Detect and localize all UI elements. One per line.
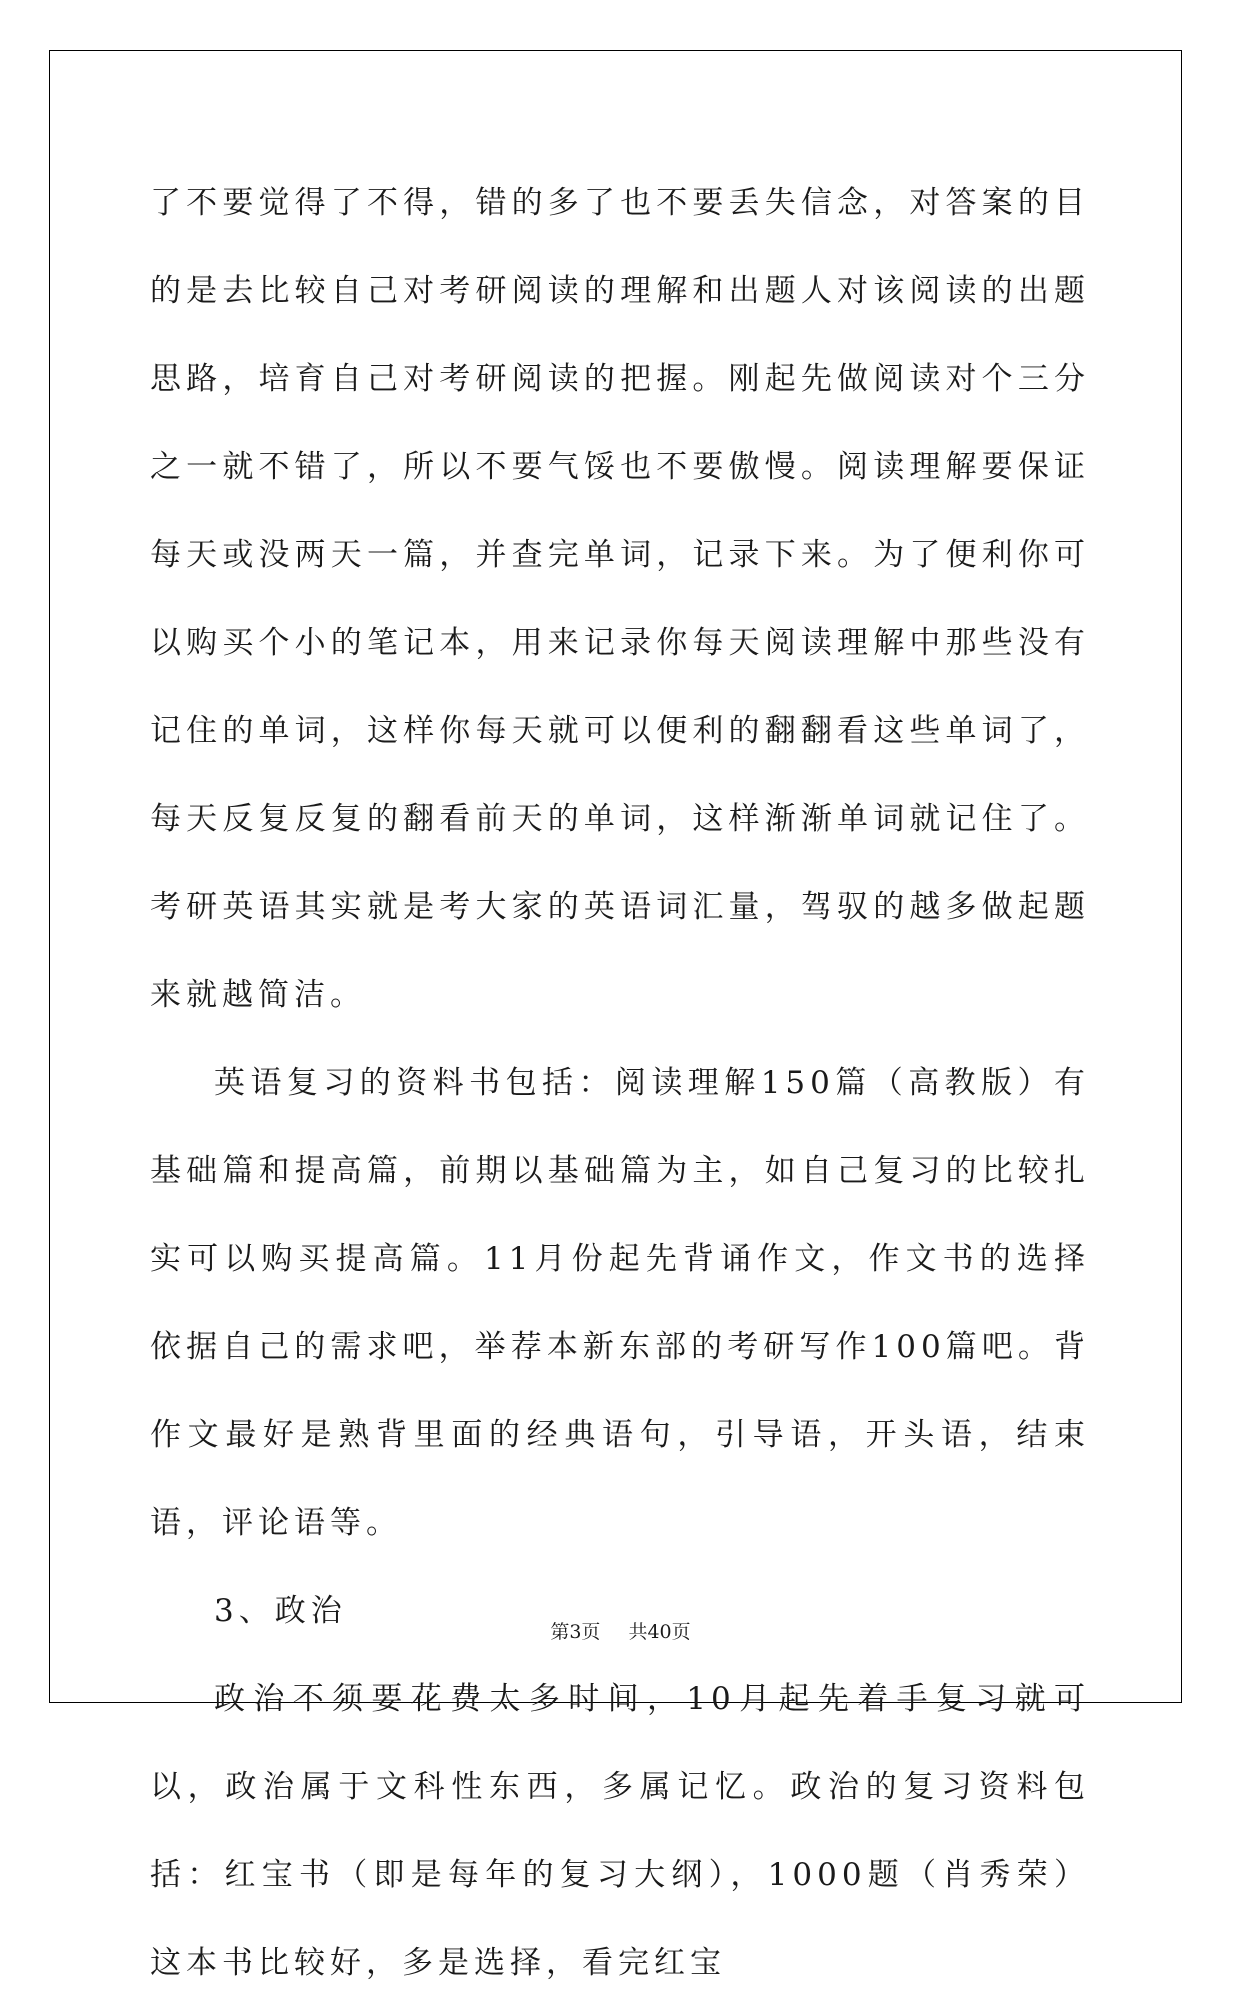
page-footer <box>0 1617 1241 1644</box>
document-body <box>150 159 1090 2007</box>
section-heading-politics: 3、政治 <box>214 1593 347 1629</box>
page-total: 共40页 <box>628 1621 691 1643</box>
paragraph-english-materials: 英语复习的资料书包括：阅读理解150篇（高教版）有基础篇和提高篇，前期以基础篇为主，如自己复习的比较扎实可以购买提高篇。11月份起先背诵作文，作文书的选择依据自己的需求吧，举荐本新东部的考研写作100篇吧。背作文最好是熟背里面的经典语句，引导语，开头语，结束语，评论语等。 <box>150 1065 1090 1541</box>
paragraph-reading-advice: 了不要觉得了不得，错的多了也不要丢失信念，对答案的目的是去比较自己对考研阅读的理解和出题人对该阅读的出题思路，培育自己对考研阅读的把握。刚起先做阅读对个三分之一就不错了，所以不要气馁也不要傲慢。阅读理解要保证每天或没两天一篇，并查完单词，记录下来。为了便利你可以购买个小的笔记本，用来记录你每天阅读理解中那些没有记住的单词，这样你每天就可以便利的翻翻看这些单词了，每天反复反复的翻看前天的单词，这样渐渐单词就记住了。考研英语其实就是考大家的英语词汇量，驾驭的越多做起题来就越简洁。 <box>150 185 1090 1013</box>
page-number: 第3页 <box>550 1621 601 1643</box>
paragraph-politics: 政治不须要花费太多时间，10月起先着手复习就可以，政治属于文科性东西，多属记忆。政治的复习资料包括：红宝书（即是每年的复习大纲），1000题（肖秀荣）这本书比较好，多是选择，看完红宝 <box>150 1681 1090 1981</box>
